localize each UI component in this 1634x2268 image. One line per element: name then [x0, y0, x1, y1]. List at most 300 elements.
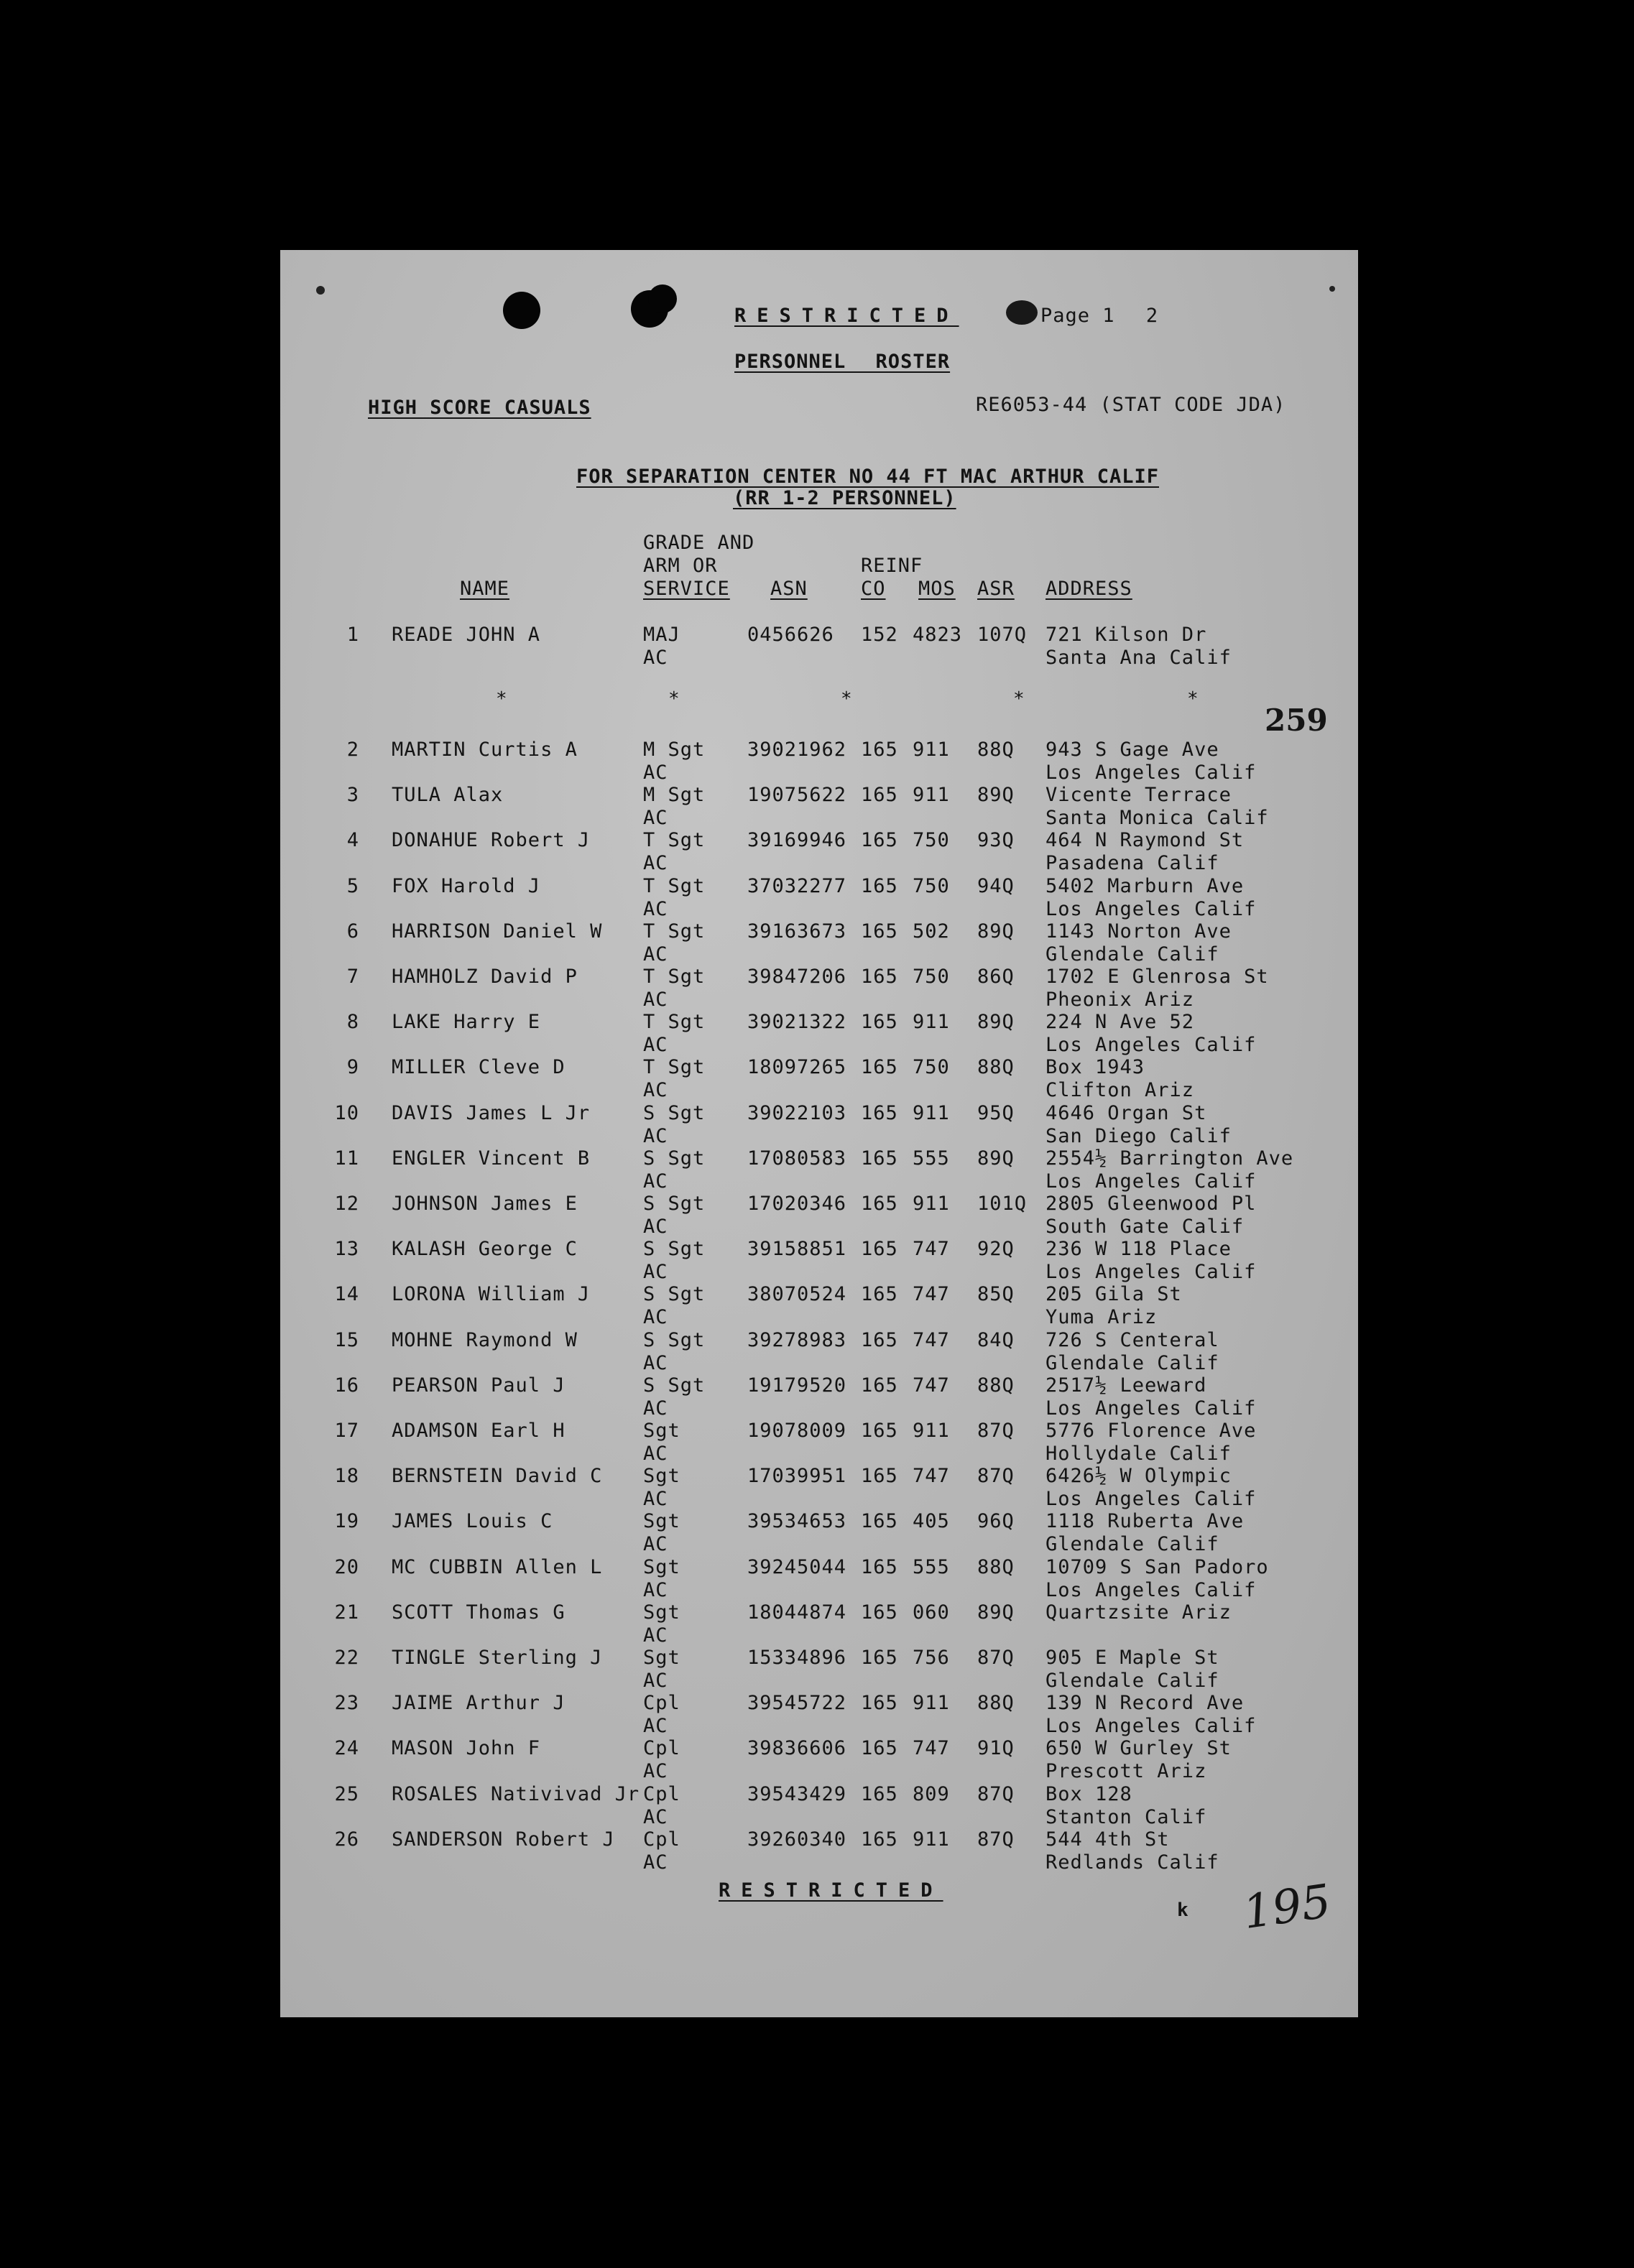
row-name: LORONA William J — [392, 1283, 591, 1306]
row-mos: 911 — [913, 1193, 950, 1215]
separator-star: * — [1187, 688, 1199, 710]
table-row — [280, 1193, 1358, 1239]
row-address-line1: 5776 Florence Ave — [1046, 1420, 1257, 1442]
row-address-line1: 544 4th St — [1046, 1828, 1170, 1851]
row-asn: 15334896 — [747, 1647, 847, 1669]
row-mos: 747 — [913, 1465, 950, 1488]
row-grade: S Sgt — [643, 1328, 706, 1351]
row-grade: Cpl — [643, 1782, 680, 1805]
row-mos: 555 — [913, 1555, 950, 1578]
row-number: 15 — [334, 1328, 359, 1351]
row-co: 165 — [861, 1555, 898, 1578]
row-arm: AC — [643, 1170, 668, 1193]
row-name: TULA Alax — [392, 784, 504, 807]
row-number: 7 — [346, 966, 359, 988]
left-caption: HIGH SCORE CASUALS — [368, 397, 591, 419]
row-co: 165 — [861, 874, 898, 897]
row-asr: 88Q — [977, 1374, 1015, 1397]
row-arm: AC — [643, 1715, 668, 1738]
row-asr: 93Q — [977, 829, 1015, 852]
table-row — [280, 875, 1358, 921]
row-asr: 89Q — [977, 1601, 1015, 1624]
row-asr: 92Q — [977, 1238, 1015, 1261]
row-number: 5 — [346, 874, 359, 897]
row-address-line1: Vicente Terrace — [1046, 784, 1232, 807]
ink-spot — [1329, 286, 1335, 292]
row-co: 165 — [861, 1056, 898, 1079]
row-name: SCOTT Thomas G — [392, 1601, 566, 1624]
row-mos: 911 — [913, 1101, 950, 1124]
roster-title: PERSONNEL ROSTER — [734, 351, 951, 373]
row-address-line2: Los Angeles Calif — [1046, 1578, 1257, 1601]
row-address-line1: 464 N Raymond St — [1046, 829, 1245, 852]
col-grade-l3: SERVICE — [643, 578, 730, 600]
table-row — [280, 1465, 1358, 1511]
row-co: 165 — [861, 1465, 898, 1488]
punch-hole — [503, 292, 540, 329]
table-row — [280, 784, 1358, 830]
row-mos: 756 — [913, 1647, 950, 1669]
row-asr: 87Q — [977, 1647, 1015, 1669]
row-asn: 39278983 — [747, 1328, 847, 1351]
row-address-line1: Box 1943 — [1046, 1056, 1145, 1079]
row-address-line1: 6426½ W Olympic — [1046, 1465, 1232, 1488]
page-number — [1040, 305, 1158, 328]
row-grade: S Sgt — [643, 1238, 706, 1261]
row-asr: 89Q — [977, 1011, 1015, 1034]
row-asn: 39022103 — [747, 1101, 847, 1124]
row-name: SANDERSON Robert J — [392, 1828, 615, 1851]
row-name: HAMHOLZ David P — [392, 966, 578, 988]
table-row — [280, 624, 1358, 670]
row-number: 18 — [334, 1465, 359, 1488]
roster-page — [280, 250, 1358, 2017]
row-number: 22 — [334, 1647, 359, 1669]
row-co: 165 — [861, 1510, 898, 1533]
col-reinf: REINF — [861, 555, 923, 577]
row-asn: 39545722 — [747, 1692, 847, 1715]
row-co: 165 — [861, 1692, 898, 1715]
row-address-line2: Los Angeles Calif — [1046, 1488, 1257, 1511]
row-asn: 19078009 — [747, 1420, 847, 1442]
row-co: 165 — [861, 1647, 898, 1669]
row-address-line1: 4646 Organ St — [1046, 1101, 1207, 1124]
row-asn: 39260340 — [747, 1828, 847, 1851]
row-mos: 747 — [913, 1328, 950, 1351]
table-row — [280, 966, 1358, 1012]
row-number: 13 — [334, 1238, 359, 1261]
row-co: 165 — [861, 1737, 898, 1760]
row-co: 165 — [861, 1101, 898, 1124]
row-name: READE JOHN A — [392, 624, 541, 646]
table-row — [280, 1692, 1358, 1738]
row-address-line1: 1118 Ruberta Ave — [1046, 1510, 1245, 1533]
row-mos: 911 — [913, 1828, 950, 1851]
row-name: DONAHUE Robert J — [392, 829, 591, 852]
row-name: MARTIN Curtis A — [392, 739, 578, 761]
row-asr: 88Q — [977, 739, 1015, 761]
row-number: 1 — [346, 624, 359, 646]
row-grade: Sgt — [643, 1555, 680, 1578]
col-grade-l2: ARM OR — [643, 555, 718, 577]
row-arm: AC — [643, 1261, 668, 1284]
row-asr: 87Q — [977, 1782, 1015, 1805]
row-address-line2: Pheonix Ariz — [1046, 989, 1195, 1011]
table-row — [280, 920, 1358, 966]
table-row — [280, 829, 1358, 875]
row-arm: AC — [643, 1805, 668, 1828]
row-co: 165 — [861, 1011, 898, 1034]
row-number: 6 — [346, 920, 359, 943]
table-row — [280, 1102, 1358, 1148]
row-arm: AC — [643, 1124, 668, 1147]
row-address-line2: Yuma Ariz — [1046, 1306, 1158, 1329]
row-address-line1: 721 Kilson Dr — [1046, 624, 1207, 646]
table-row — [280, 1510, 1358, 1556]
row-co: 165 — [861, 1147, 898, 1170]
row-co: 165 — [861, 1193, 898, 1215]
row-asr: 85Q — [977, 1283, 1015, 1306]
row-co: 165 — [861, 966, 898, 988]
row-asn: 17039951 — [747, 1465, 847, 1488]
row-arm: AC — [643, 1216, 668, 1238]
row-co: 165 — [861, 1828, 898, 1851]
row-address-line1: 5402 Marburn Ave — [1046, 874, 1245, 897]
row-grade: T Sgt — [643, 874, 706, 897]
row-asr: 91Q — [977, 1737, 1015, 1760]
row-address-line1: 205 Gila St — [1046, 1283, 1182, 1306]
row-name: BERNSTEIN David C — [392, 1465, 603, 1488]
row-address-line1: 1143 Norton Ave — [1046, 920, 1232, 943]
row-name: JAMES Louis C — [392, 1510, 553, 1533]
row-address-line2: Los Angeles Calif — [1046, 897, 1257, 920]
row-number: 21 — [334, 1601, 359, 1624]
row-address-line2: Redlands Calif — [1046, 1851, 1219, 1874]
row-number: 8 — [346, 1011, 359, 1034]
personnel-class: (RR 1-2 PERSONNEL) — [733, 487, 956, 509]
table-row — [280, 1147, 1358, 1193]
row-co: 165 — [861, 1283, 898, 1306]
row-asr: 88Q — [977, 1056, 1015, 1079]
table-row — [280, 1283, 1358, 1329]
row-asr: 101Q — [977, 1193, 1028, 1215]
row-grade: M Sgt — [643, 739, 706, 761]
row-address-line2: Los Angeles Calif — [1046, 1034, 1257, 1057]
row-name: LAKE Harry E — [392, 1011, 541, 1034]
row-asn: 0456626 — [747, 624, 834, 646]
row-grade: S Sgt — [643, 1101, 706, 1124]
row-grade: Sgt — [643, 1647, 680, 1669]
row-co: 165 — [861, 1782, 898, 1805]
table-row — [280, 1056, 1358, 1102]
stamped-number: 259 — [1265, 703, 1328, 738]
row-co: 165 — [861, 1420, 898, 1442]
row-name: ENGLER Vincent B — [392, 1147, 591, 1170]
row-arm: AC — [643, 1533, 668, 1556]
row-address-line2: Los Angeles Calif — [1046, 1397, 1257, 1420]
row-address-line1: 650 W Gurley St — [1046, 1737, 1232, 1760]
row-address-line2: South Gate Calif — [1046, 1216, 1245, 1238]
row-arm: AC — [643, 1351, 668, 1374]
row-number: 25 — [334, 1782, 359, 1805]
row-grade: Cpl — [643, 1828, 680, 1851]
row-address-line2: Santa Ana Calif — [1046, 647, 1232, 669]
ink-spot — [316, 286, 325, 295]
row-asr: 96Q — [977, 1510, 1015, 1533]
row-number: 24 — [334, 1737, 359, 1760]
row-co: 165 — [861, 1601, 898, 1624]
row-asn: 39021962 — [747, 739, 847, 761]
row-mos: 911 — [913, 784, 950, 807]
row-address-line1: 224 N Ave 52 — [1046, 1011, 1195, 1034]
table-row — [280, 739, 1358, 784]
row-arm: AC — [643, 762, 668, 784]
row-name: MOHNE Raymond W — [392, 1328, 578, 1351]
row-grade: Sgt — [643, 1465, 680, 1488]
row-name: MC CUBBIN Allen L — [392, 1555, 603, 1578]
row-mos: 747 — [913, 1283, 950, 1306]
row-asn: 19179520 — [747, 1374, 847, 1397]
row-grade: T Sgt — [643, 1011, 706, 1034]
row-asr: 107Q — [977, 624, 1028, 646]
row-grade: Sgt — [643, 1420, 680, 1442]
row-address-line1: 139 N Record Ave — [1046, 1692, 1245, 1715]
row-grade: T Sgt — [643, 920, 706, 943]
row-number: 20 — [334, 1555, 359, 1578]
order-reference: RE6053-44 (STAT CODE JDA) — [976, 394, 1286, 416]
table-row — [280, 1783, 1358, 1829]
row-mos: 750 — [913, 874, 950, 897]
row-grade: Sgt — [643, 1601, 680, 1624]
handwritten-number: 195 — [1240, 1874, 1334, 1940]
row-arm: AC — [643, 852, 668, 875]
row-mos: 911 — [913, 1692, 950, 1715]
col-co: CO — [861, 578, 886, 600]
table-row — [280, 1556, 1358, 1602]
row-name: KALASH George C — [392, 1238, 578, 1261]
row-grade: Cpl — [643, 1737, 680, 1760]
row-arm: AC — [643, 1851, 668, 1874]
row-asr: 87Q — [977, 1420, 1015, 1442]
row-number: 17 — [334, 1420, 359, 1442]
row-arm: AC — [643, 1624, 668, 1647]
row-address-line1: 2805 Gleenwood Pl — [1046, 1193, 1257, 1215]
row-name: ROSALES Nativivad Jr — [392, 1782, 640, 1805]
row-mos: 911 — [913, 739, 950, 761]
row-grade: S Sgt — [643, 1147, 706, 1170]
row-asn: 39158851 — [747, 1238, 847, 1261]
row-asn: 39163673 — [747, 920, 847, 943]
row-mos: 4823 — [913, 624, 963, 646]
row-number: 2 — [346, 739, 359, 761]
restricted-bottom: RESTRICTED — [719, 1879, 943, 1902]
row-grade: S Sgt — [643, 1283, 706, 1306]
row-mos: 750 — [913, 966, 950, 988]
restricted-top: RESTRICTED — [734, 305, 959, 327]
row-address-line1: 1702 E Glenrosa St — [1046, 966, 1269, 988]
row-grade: MAJ — [643, 624, 680, 646]
row-address-line2: Stanton Calif — [1046, 1805, 1207, 1828]
row-mos: 750 — [913, 829, 950, 852]
row-asr: 87Q — [977, 1828, 1015, 1851]
row-asr: 94Q — [977, 874, 1015, 897]
row-grade: M Sgt — [643, 784, 706, 807]
row-grade: T Sgt — [643, 1056, 706, 1079]
row-asn: 39169946 — [747, 829, 847, 852]
row-asr: 88Q — [977, 1692, 1015, 1715]
row-arm: AC — [643, 1443, 668, 1465]
row-asn: 39534653 — [747, 1510, 847, 1533]
row-mos: 405 — [913, 1510, 950, 1533]
table-row — [280, 1011, 1358, 1057]
row-address-line1: Box 128 — [1046, 1782, 1132, 1805]
col-name: NAME — [460, 578, 510, 600]
row-arm: AC — [643, 647, 668, 669]
row-asn: 19075622 — [747, 784, 847, 807]
col-grade-l1: GRADE AND — [643, 532, 755, 554]
row-grade: S Sgt — [643, 1374, 706, 1397]
row-address-line1: 943 S Gage Ave — [1046, 739, 1219, 761]
ink-blot — [1006, 300, 1038, 325]
row-number: 9 — [346, 1056, 359, 1079]
row-address-line2: San Diego Calif — [1046, 1124, 1232, 1147]
row-name: TINGLE Sterling J — [392, 1647, 603, 1669]
row-number: 16 — [334, 1374, 359, 1397]
row-arm: AC — [643, 1079, 668, 1102]
table-row — [280, 1329, 1358, 1375]
row-address-line2: Glendale Calif — [1046, 1533, 1219, 1556]
row-asn: 18097265 — [747, 1056, 847, 1079]
row-co: 165 — [861, 1328, 898, 1351]
page-label: Page 1 — [1040, 305, 1115, 327]
row-asr: 87Q — [977, 1465, 1015, 1488]
row-name: MASON John F — [392, 1737, 541, 1760]
row-address-line2: Prescott Ariz — [1046, 1760, 1207, 1783]
row-asn: 17080583 — [747, 1147, 847, 1170]
row-arm: AC — [643, 1306, 668, 1329]
table-row — [280, 1828, 1358, 1874]
col-address: ADDRESS — [1046, 578, 1132, 600]
row-address-line2: Los Angeles Calif — [1046, 762, 1257, 784]
row-address-line2: Los Angeles Calif — [1046, 1170, 1257, 1193]
row-asr: 84Q — [977, 1328, 1015, 1351]
separator-star: * — [496, 688, 507, 710]
row-mos: 911 — [913, 1011, 950, 1034]
row-grade: Sgt — [643, 1510, 680, 1533]
row-name: MILLER Cleve D — [392, 1056, 566, 1079]
row-address-line2: Los Angeles Calif — [1046, 1715, 1257, 1738]
row-grade: S Sgt — [643, 1193, 706, 1215]
row-asr: 89Q — [977, 784, 1015, 807]
row-mos: 747 — [913, 1374, 950, 1397]
row-co: 165 — [861, 829, 898, 852]
row-arm: AC — [643, 897, 668, 920]
row-mos: 502 — [913, 920, 950, 943]
row-name: HARRISON Daniel W — [392, 920, 603, 943]
row-arm: AC — [643, 807, 668, 830]
row-address-line2: Los Angeles Calif — [1046, 1261, 1257, 1284]
row-number: 19 — [334, 1510, 359, 1533]
row-address-line1: 236 W 118 Place — [1046, 1238, 1232, 1261]
row-address-line1: 2517½ Leeward — [1046, 1374, 1207, 1397]
row-asn: 18044874 — [747, 1601, 847, 1624]
row-co: 165 — [861, 1374, 898, 1397]
row-asr: 89Q — [977, 1147, 1015, 1170]
row-address-line2: Glendale Calif — [1046, 943, 1219, 966]
destination-line: FOR SEPARATION CENTER NO 44 FT MAC ARTHUR CALIF — [576, 466, 1160, 488]
row-asn: 39543429 — [747, 1782, 847, 1805]
row-arm: AC — [643, 989, 668, 1011]
row-address-line1: Quartzsite Ariz — [1046, 1601, 1232, 1624]
row-address-line1: 2554½ Barrington Ave — [1046, 1147, 1294, 1170]
row-number: 12 — [334, 1193, 359, 1215]
separator-star: * — [668, 688, 680, 710]
col-asn: ASN — [770, 578, 808, 600]
row-co: 165 — [861, 739, 898, 761]
row-name: JOHNSON James E — [392, 1193, 578, 1215]
row-address-line1: 905 E Maple St — [1046, 1647, 1219, 1669]
row-number: 11 — [334, 1147, 359, 1170]
row-arm: AC — [643, 1397, 668, 1420]
row-arm: AC — [643, 1034, 668, 1057]
separator-star: * — [841, 688, 852, 710]
row-co: 165 — [861, 920, 898, 943]
row-mos: 060 — [913, 1601, 950, 1624]
row-co: 152 — [861, 624, 898, 646]
row-address-line2: Pasadena Calif — [1046, 852, 1219, 875]
row-number: 10 — [334, 1101, 359, 1124]
row-asr: 86Q — [977, 966, 1015, 988]
row-address-line2: Santa Monica Calif — [1046, 807, 1269, 830]
row-arm: AC — [643, 1578, 668, 1601]
row-mos: 809 — [913, 1782, 950, 1805]
row-number: 26 — [334, 1828, 359, 1851]
row-name: FOX Harold J — [392, 874, 541, 897]
row-name: JAIME Arthur J — [392, 1692, 566, 1715]
table-row — [280, 1647, 1358, 1693]
row-address-line2: Glendale Calif — [1046, 1351, 1219, 1374]
row-asn: 37032277 — [747, 874, 847, 897]
row-asn: 39021322 — [747, 1011, 847, 1034]
page-of: 2 — [1145, 305, 1159, 327]
row-asr: 89Q — [977, 920, 1015, 943]
row-mos: 747 — [913, 1737, 950, 1760]
row-arm: AC — [643, 1760, 668, 1783]
separator-star: * — [1013, 688, 1025, 710]
row-address-line1: 10709 S San Padoro — [1046, 1555, 1269, 1578]
row-number: 3 — [346, 784, 359, 807]
table-row — [280, 1238, 1358, 1284]
row-grade: Cpl — [643, 1692, 680, 1715]
row-address-line2: Hollydale Calif — [1046, 1443, 1232, 1465]
row-co: 165 — [861, 784, 898, 807]
row-grade: T Sgt — [643, 966, 706, 988]
col-asr: ASR — [977, 578, 1015, 600]
table-row — [280, 1374, 1358, 1420]
table-row — [280, 1737, 1358, 1783]
row-number: 14 — [334, 1283, 359, 1306]
row-asn: 39245044 — [747, 1555, 847, 1578]
row-address-line2: Clifton Ariz — [1046, 1079, 1195, 1102]
table-row — [280, 1601, 1358, 1647]
row-asn: 38070524 — [747, 1283, 847, 1306]
row-name: ADAMSON Earl H — [392, 1420, 566, 1442]
row-mos: 555 — [913, 1147, 950, 1170]
row-arm: AC — [643, 1670, 668, 1692]
typist-initial: k — [1177, 1899, 1188, 1921]
row-asn: 39847206 — [747, 966, 847, 988]
row-arm: AC — [643, 1488, 668, 1511]
